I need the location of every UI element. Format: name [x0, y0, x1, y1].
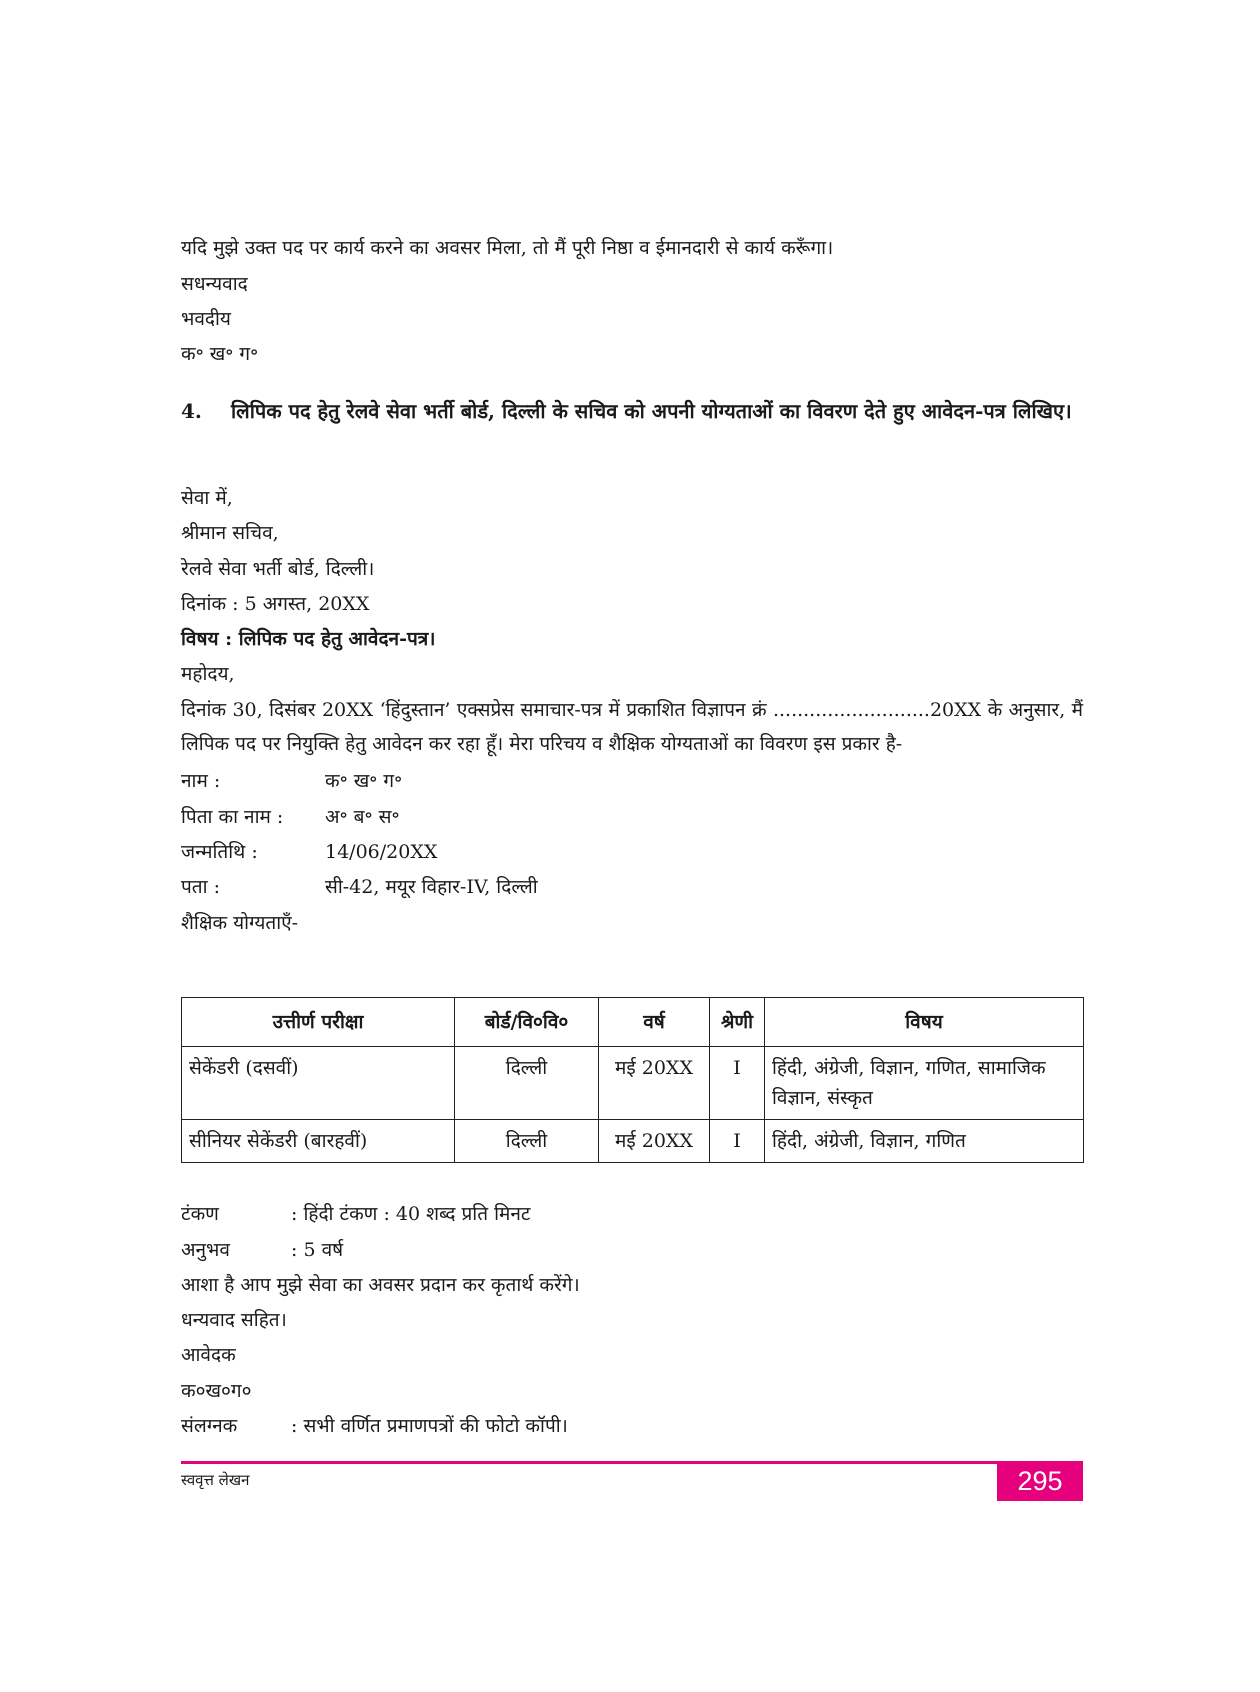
prev-letter-yours: भवदीय — [181, 308, 231, 330]
table-cell: I — [710, 1120, 765, 1163]
detail-label: पता : — [181, 876, 220, 898]
typing-row — [181, 1201, 530, 1227]
detail-label: जन्मतिथि : — [181, 841, 258, 863]
enclosure-label: संलग्नक — [181, 1415, 238, 1437]
table-cell: मई 20XX — [599, 1047, 710, 1120]
experience-label: अनुभव — [181, 1239, 230, 1261]
table-header-cell: उत्तीर्ण परीक्षा — [182, 998, 455, 1047]
table-cell: दिल्ली — [455, 1120, 599, 1163]
detail-value: अ॰ ब॰ स॰ — [325, 806, 400, 828]
date-value: 5 अगस्त, 20XX — [244, 593, 370, 615]
table-header-row — [182, 998, 1084, 1047]
detail-row — [181, 804, 400, 830]
letter-office: रेलवे सेवा भर्ती बोर्ड, दिल्ली। — [181, 558, 375, 580]
question-number: 4. — [181, 399, 202, 423]
experience-value: : 5 वर्ष — [291, 1239, 344, 1261]
detail-row — [181, 874, 538, 900]
letter-subject: विषय : लिपिक पद हेतु आवेदन-पत्र। — [181, 628, 436, 650]
table-row — [182, 1120, 1084, 1163]
question-text: लिपिक पद हेतु रेलवे सेवा भर्ती बोर्ड, दिल्ली के सचिव को अपनी योग्यताओं का विवरण देते हुए आवेदन-पत्र लिखिए। — [231, 399, 1072, 423]
table-header-cell: बोर्ड/वि०वि० — [455, 998, 599, 1047]
table-header-cell: विषय — [765, 998, 1084, 1047]
letter-to: सेवा में, — [181, 487, 233, 509]
letter-body: दिनांक 30, दिसंबर 20XX ‘हिंदुस्तान’ एक्सप्रेस समाचार-पत्र में प्रकाशित विज्ञापन क्रं ..........................20XX के अनुसार, मैं लिपिक पद पर नियुक्ति हेतु आवेदन कर रहा हूँ। मेरा परिचय व शैक्षिक योग्यताओं का विवरण इस प्रकार है- — [181, 699, 1083, 755]
letter-applicant: आवेदक — [181, 1344, 236, 1366]
enclosure-value: : सभी वर्णित प्रमाणपत्रों की फोटो कॉपी। — [291, 1415, 568, 1437]
detail-value: सी-42, मयूर विहार-IV, दिल्ली — [325, 876, 538, 898]
detail-row — [181, 839, 437, 865]
prev-letter-closing-line: यदि मुझे उक्त पद पर कार्य करने का अवसर मिला, तो मैं पूरी निष्ठा व ईमानदारी से कार्य करूँगा। — [181, 237, 834, 259]
typing-label: टंकण — [181, 1203, 219, 1225]
prev-letter-name: क॰ ख॰ ग॰ — [181, 343, 259, 365]
footer-rule — [181, 1461, 997, 1464]
letter-hope: आशा है आप मुझे सेवा का अवसर प्रदान कर कृतार्थ करेंगे। — [181, 1274, 580, 1296]
qualifications-table — [181, 997, 1084, 1163]
table-cell: मई 20XX — [599, 1120, 710, 1163]
table-row — [182, 1047, 1084, 1120]
table-header-cell: वर्ष — [599, 998, 710, 1047]
enclosure-row — [181, 1413, 568, 1439]
detail-value: 14/06/20XX — [325, 841, 438, 863]
letter-salutation: महोदय, — [181, 663, 235, 685]
page-number: 295 — [997, 1461, 1083, 1501]
prev-letter-thanks: सधन्यवाद — [181, 273, 248, 295]
table-header-cell: श्रेणी — [710, 998, 765, 1047]
letter-recipient: श्रीमान सचिव, — [181, 522, 279, 544]
table-cell: दिल्ली — [455, 1047, 599, 1120]
question-heading — [181, 392, 1083, 430]
footer-chapter-title: स्ववृत्त लेखन — [181, 1471, 250, 1489]
detail-label: पिता का नाम : — [181, 806, 284, 828]
letter-date — [181, 591, 369, 617]
detail-value: क॰ ख॰ ग॰ — [325, 770, 403, 792]
table-cell: हिंदी, अंग्रेजी, विज्ञान, गणित, सामाजिक विज्ञान, संस्कृत — [765, 1047, 1084, 1120]
table-cell: सेकेंडरी (दसवीं) — [182, 1047, 455, 1120]
typing-value: : हिंदी टंकण : 40 शब्द प्रति मिनट — [291, 1203, 531, 1225]
date-label: दिनांक : — [181, 593, 239, 615]
experience-row — [181, 1237, 343, 1263]
letter-thanks: धन्यवाद सहित। — [181, 1309, 287, 1331]
table-cell: सीनियर सेकेंडरी (बारहवीं) — [182, 1120, 455, 1163]
detail-row — [181, 768, 402, 794]
detail-label: नाम : — [181, 770, 221, 792]
letter-applicant-name: क०ख०ग० — [181, 1380, 252, 1402]
qualifications-label: शैक्षिक योग्यताएँ- — [181, 912, 299, 934]
table-cell: हिंदी, अंग्रेजी, विज्ञान, गणित — [765, 1120, 1084, 1163]
table-cell: I — [710, 1047, 765, 1120]
